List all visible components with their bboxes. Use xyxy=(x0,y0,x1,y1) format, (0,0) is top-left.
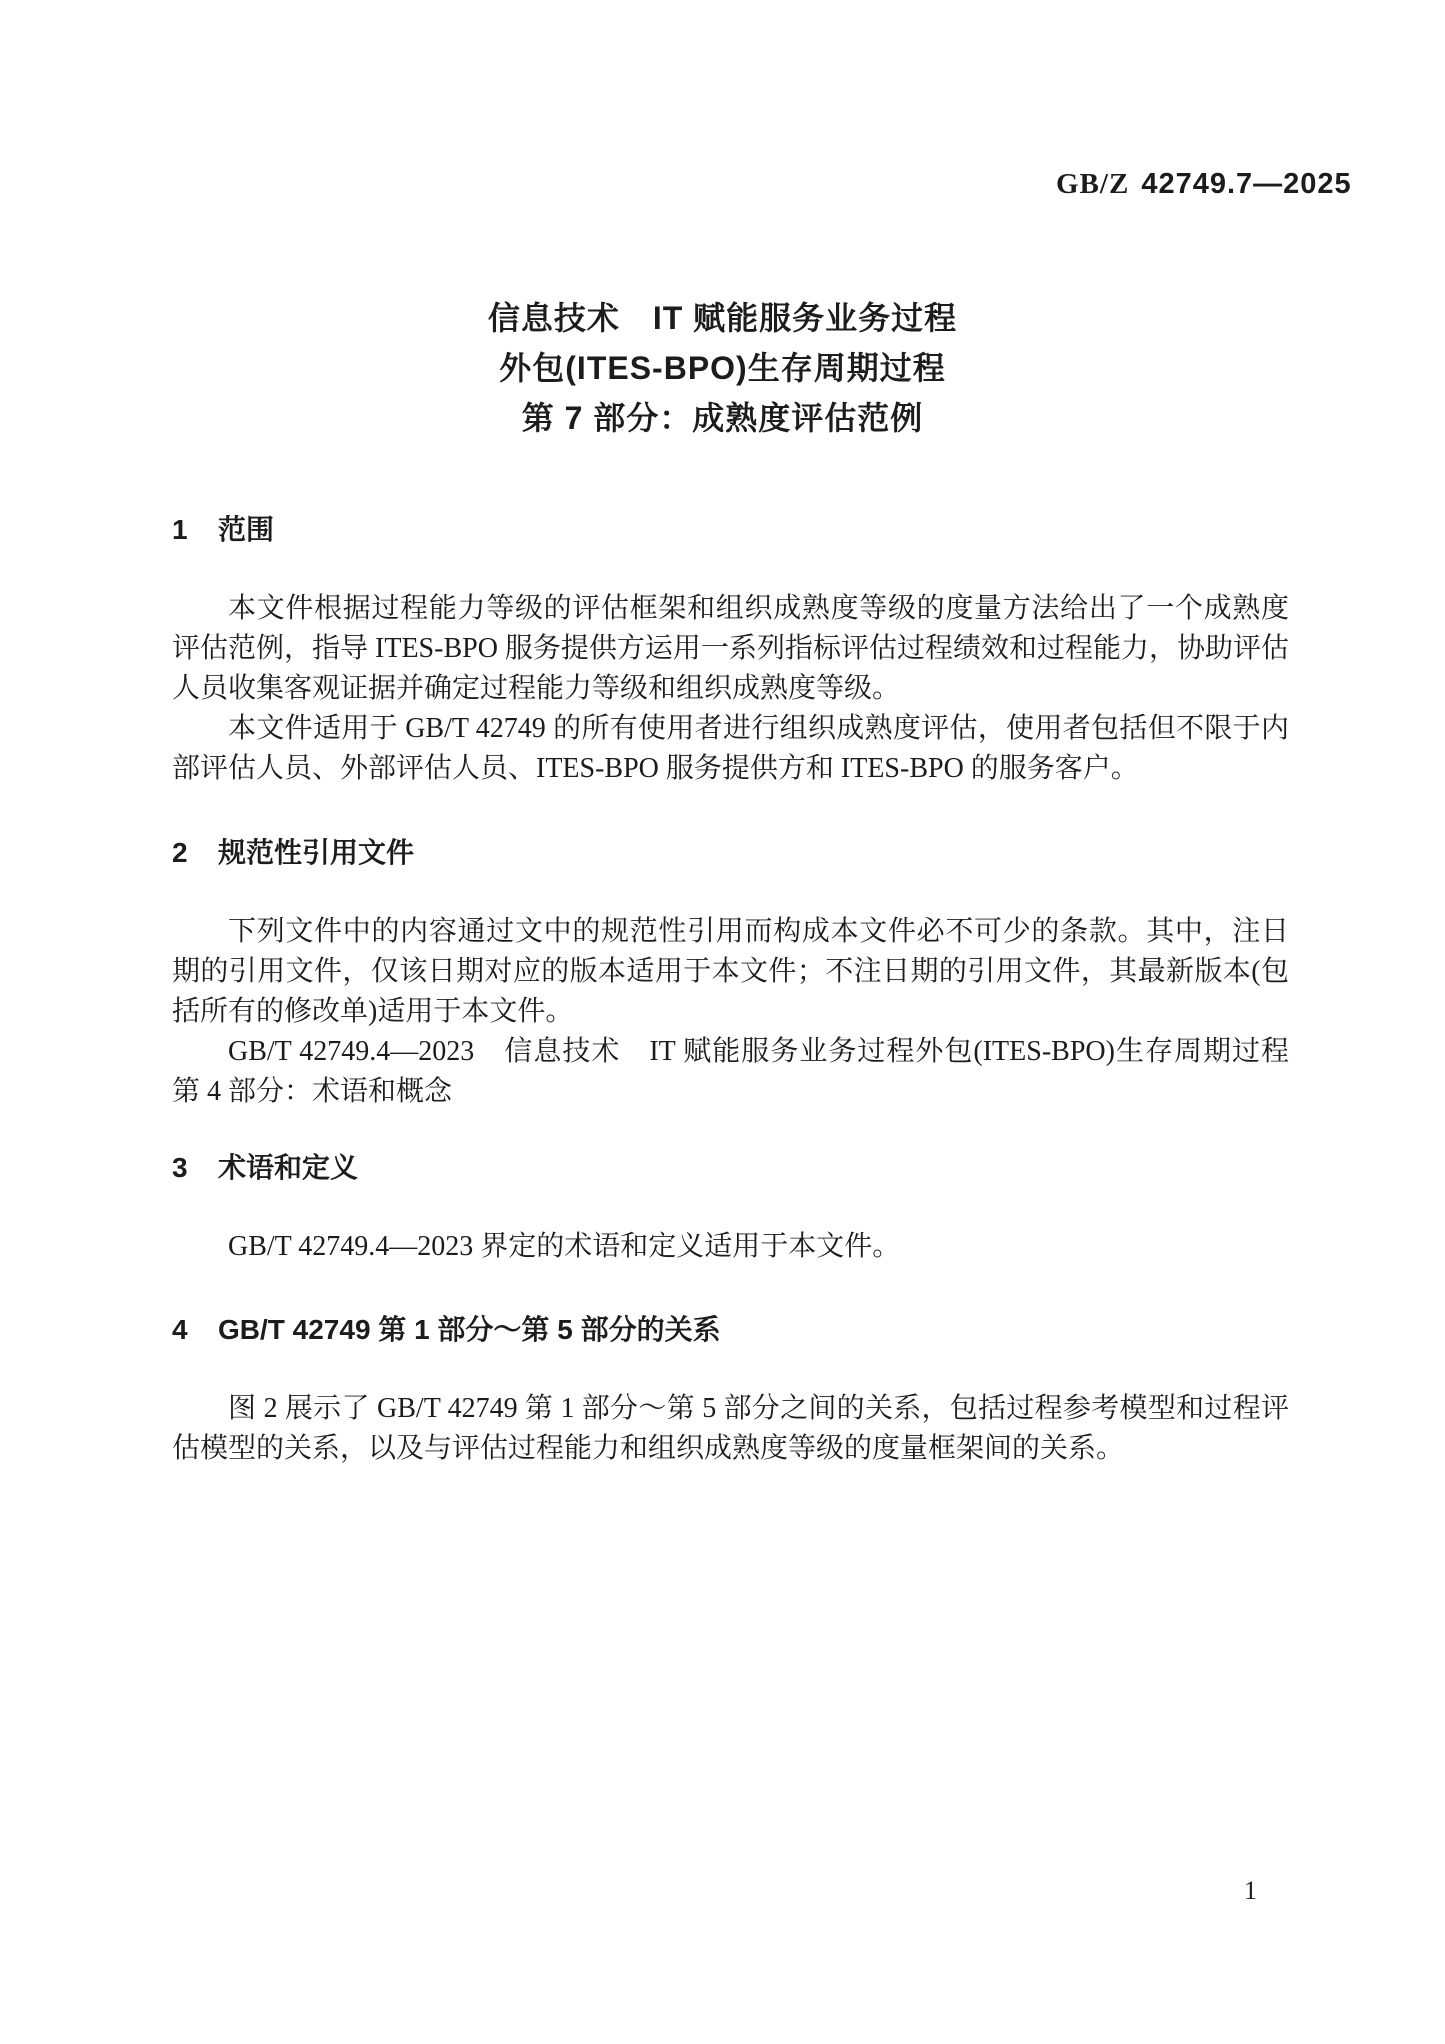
section-2-title: 规范性引用文件 xyxy=(218,837,415,868)
title-line-3: 第 7 部分：成熟度评估范例 xyxy=(521,400,924,436)
paragraph: 下列文件中的内容通过文中的规范性引用而构成本文件必不可少的条款。其中，注日期的引用文件，仅该日期对应的版本适用于本文件；不注日期的引用文件，其最新版本(包括所有的修改单)适用于本文件。 xyxy=(172,916,1289,1027)
section-1-title: 范围 xyxy=(218,514,275,545)
paragraph: 本文件根据过程能力等级的评估框架和组织成熟度等级的度量方法给出了一个成熟度评估范例，指导 ITES-BPO 服务提供方运用一系列指标评估过程绩效和过程能力，协助评估人员收集客观证据并确定过程能力等级和组织成熟度等级。 xyxy=(172,593,1289,704)
normative-reference: GB/T 42749.4—2023 信息技术 IT 赋能服务业务过程外包(ITES-BPO)生存周期过程 第 4 部分：术语和概念 xyxy=(172,1036,1318,1107)
section-2-number: 2 xyxy=(172,837,188,868)
section-2-heading xyxy=(172,835,1289,871)
section-4-heading xyxy=(172,1312,1289,1348)
page-number: 1 xyxy=(1244,1876,1257,1905)
title-line-2: 外包(ITES-BPO)生存周期过程 xyxy=(499,350,946,386)
paragraph: 本文件适用于 GB/T 42749 的所有使用者进行组织成熟度评估，使用者包括但不限于内部评估人员、外部评估人员、ITES-BPO 服务提供方和 ITES-BPO 的服务客户。 xyxy=(172,713,1289,784)
section-4-title: GB/T 42749 第 1 部分～第 5 部分的关系 xyxy=(218,1314,721,1345)
standard-code xyxy=(1056,168,1352,201)
section-2-body xyxy=(172,912,1318,1112)
section-1-heading xyxy=(172,512,1289,548)
paragraph: GB/T 42749.4—2023 界定的术语和定义适用于本文件。 xyxy=(228,1231,901,1262)
section-3-heading xyxy=(172,1150,1289,1186)
section-3-number: 3 xyxy=(172,1152,188,1183)
document-title xyxy=(0,293,1445,443)
section-1-body xyxy=(172,589,1289,789)
standard-number: 42749.7—2025 xyxy=(1141,168,1352,200)
paragraph: 图 2 展示了 GB/T 42749 第 1 部分～第 5 部分之间的关系，包括过程参考模型和过程评估模型的关系，以及与评估过程能力和组织成熟度等级的度量框架间的关系。 xyxy=(172,1393,1289,1464)
section-4-body xyxy=(172,1389,1289,1469)
title-line-1: 信息技术 IT 赋能服务业务过程 xyxy=(487,300,958,336)
section-3-title: 术语和定义 xyxy=(218,1152,359,1183)
standard-org: GB/Z xyxy=(1056,168,1130,200)
section-1-number: 1 xyxy=(172,514,188,545)
section-3-body xyxy=(172,1227,1289,1267)
section-4-number: 4 xyxy=(172,1314,188,1345)
